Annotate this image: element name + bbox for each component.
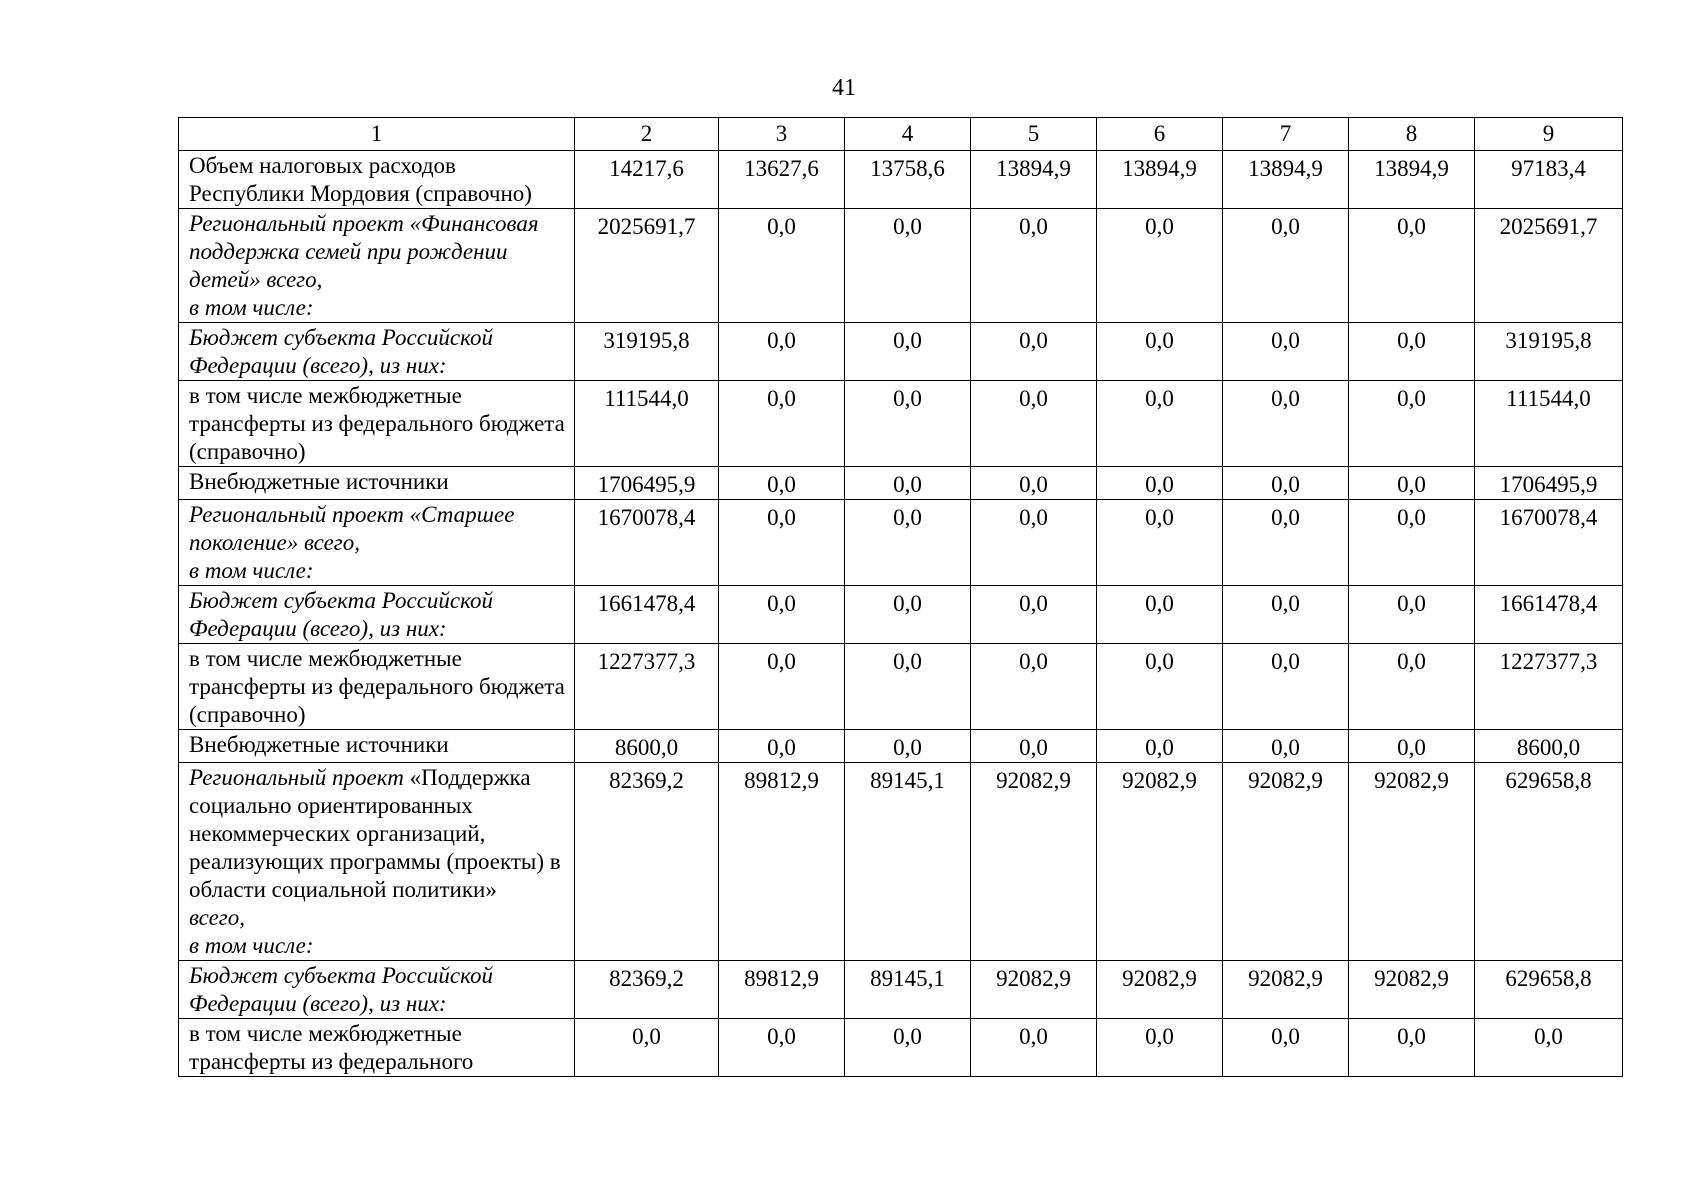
value-cell: 111544,0 <box>1475 381 1623 467</box>
value-cell: 319195,8 <box>575 323 719 381</box>
row-label-text: Региональный проект «Старшее поколение» всего, <box>189 502 515 555</box>
value-cell: 0,0 <box>1097 730 1223 763</box>
value-cell: 0,0 <box>845 381 971 467</box>
row-label <box>179 644 575 730</box>
value-cell: 0,0 <box>719 209 845 323</box>
row-label <box>179 1019 575 1077</box>
value-cell: 1670078,4 <box>1475 500 1623 586</box>
row-label-text: в том числе: <box>189 558 314 583</box>
row-label-text: Бюджет субъекта Российской Федерации (всего), из них: <box>189 963 493 1016</box>
value-cell: 0,0 <box>719 586 845 644</box>
value-cell: 0,0 <box>971 730 1097 763</box>
column-number-row <box>179 118 1623 151</box>
column-number: 8 <box>1349 118 1475 151</box>
value-cell: 0,0 <box>1097 323 1223 381</box>
value-cell: 0,0 <box>1097 381 1223 467</box>
page-number: 41 <box>832 75 856 101</box>
value-cell: 1706495,9 <box>575 467 719 500</box>
row-label-text: в том числе: <box>189 933 314 958</box>
row-label <box>179 763 575 961</box>
table-row <box>179 381 1623 467</box>
value-cell: 1706495,9 <box>1475 467 1623 500</box>
value-cell: 0,0 <box>971 381 1097 467</box>
value-cell: 0,0 <box>1097 467 1223 500</box>
value-cell: 92082,9 <box>1349 961 1475 1019</box>
value-cell: 0,0 <box>845 1019 971 1077</box>
row-label <box>179 381 575 467</box>
row-label <box>179 730 575 763</box>
table-row <box>179 961 1623 1019</box>
value-cell: 13894,9 <box>1223 151 1349 209</box>
value-cell: 13894,9 <box>1097 151 1223 209</box>
value-cell: 0,0 <box>845 500 971 586</box>
row-label-text: Внебюджетные источники <box>189 732 449 757</box>
column-number: 3 <box>719 118 845 151</box>
table-row <box>179 586 1623 644</box>
value-cell: 629658,8 <box>1475 763 1623 961</box>
value-cell: 92082,9 <box>1223 763 1349 961</box>
value-cell: 0,0 <box>1223 1019 1349 1077</box>
value-cell: 111544,0 <box>575 381 719 467</box>
row-label-text: «Поддержка социально ориентированных некоммерческих организаций, реализующих программы (проекты) в области социальной политики» <box>189 765 561 902</box>
value-cell: 0,0 <box>1223 586 1349 644</box>
value-cell: 82369,2 <box>575 961 719 1019</box>
value-cell: 0,0 <box>719 323 845 381</box>
column-number: 5 <box>971 118 1097 151</box>
value-cell: 92082,9 <box>1097 961 1223 1019</box>
table-row <box>179 467 1623 500</box>
row-label <box>179 151 575 209</box>
value-cell: 0,0 <box>1223 209 1349 323</box>
value-cell: 0,0 <box>1349 381 1475 467</box>
column-number: 6 <box>1097 118 1223 151</box>
value-cell: 0,0 <box>1223 323 1349 381</box>
value-cell: 0,0 <box>1097 586 1223 644</box>
value-cell: 0,0 <box>971 644 1097 730</box>
value-cell: 0,0 <box>719 467 845 500</box>
value-cell: 8600,0 <box>1475 730 1623 763</box>
value-cell: 0,0 <box>1223 644 1349 730</box>
row-label-text: Объем налоговых расходов Республики Мордовия (справочно) <box>189 153 532 206</box>
value-cell: 0,0 <box>1097 500 1223 586</box>
value-cell: 0,0 <box>1097 1019 1223 1077</box>
value-cell: 0,0 <box>1349 644 1475 730</box>
row-label-text: в том числе межбюджетные трансферты из федерального <box>189 1021 474 1074</box>
value-cell: 0,0 <box>1223 730 1349 763</box>
value-cell: 0,0 <box>719 644 845 730</box>
value-cell: 0,0 <box>1349 586 1475 644</box>
value-cell: 0,0 <box>971 467 1097 500</box>
table-row <box>179 209 1623 323</box>
value-cell: 97183,4 <box>1475 151 1623 209</box>
row-label <box>179 467 575 500</box>
value-cell: 0,0 <box>719 1019 845 1077</box>
value-cell: 0,0 <box>1223 381 1349 467</box>
row-label-text: в том числе межбюджетные трансферты из федерального бюджета (справочно) <box>189 646 565 727</box>
table-row <box>179 151 1623 209</box>
budget-table <box>178 117 1623 1077</box>
row-label-text: Бюджет субъекта Российской Федерации (всего), из них: <box>189 588 493 641</box>
value-cell: 0,0 <box>845 586 971 644</box>
value-cell: 1661478,4 <box>1475 586 1623 644</box>
value-cell: 2025691,7 <box>575 209 719 323</box>
value-cell: 92082,9 <box>1097 763 1223 961</box>
value-cell: 13758,6 <box>845 151 971 209</box>
row-label-text: в том числе: <box>189 295 314 320</box>
value-cell: 13894,9 <box>1349 151 1475 209</box>
value-cell: 82369,2 <box>575 763 719 961</box>
value-cell: 0,0 <box>845 323 971 381</box>
row-label-text: Региональный проект <box>189 765 410 790</box>
value-cell: 0,0 <box>719 381 845 467</box>
row-label <box>179 961 575 1019</box>
value-cell: 0,0 <box>1223 467 1349 500</box>
value-cell: 0,0 <box>1349 209 1475 323</box>
value-cell: 0,0 <box>1349 323 1475 381</box>
value-cell: 629658,8 <box>1475 961 1623 1019</box>
column-number: 9 <box>1475 118 1623 151</box>
value-cell: 0,0 <box>1097 209 1223 323</box>
value-cell: 8600,0 <box>575 730 719 763</box>
value-cell: 1661478,4 <box>575 586 719 644</box>
value-cell: 0,0 <box>1349 500 1475 586</box>
row-label <box>179 323 575 381</box>
value-cell: 13627,6 <box>719 151 845 209</box>
row-label-text: Бюджет субъекта Российской Федерации (всего), из них: <box>189 325 493 378</box>
value-cell: 0,0 <box>1349 730 1475 763</box>
value-cell: 0,0 <box>1349 467 1475 500</box>
value-cell: 0,0 <box>845 730 971 763</box>
row-label <box>179 209 575 323</box>
value-cell: 0,0 <box>971 1019 1097 1077</box>
table-row <box>179 763 1623 961</box>
value-cell: 0,0 <box>971 586 1097 644</box>
value-cell: 0,0 <box>1475 1019 1623 1077</box>
value-cell: 0,0 <box>845 467 971 500</box>
value-cell: 0,0 <box>845 644 971 730</box>
column-number: 2 <box>575 118 719 151</box>
value-cell: 0,0 <box>971 500 1097 586</box>
value-cell: 89145,1 <box>845 961 971 1019</box>
value-cell: 92082,9 <box>1349 763 1475 961</box>
column-number: 1 <box>179 118 575 151</box>
column-number: 7 <box>1223 118 1349 151</box>
value-cell: 0,0 <box>971 323 1097 381</box>
value-cell: 0,0 <box>845 209 971 323</box>
table-row <box>179 500 1623 586</box>
table-row <box>179 644 1623 730</box>
value-cell: 0,0 <box>971 209 1097 323</box>
value-cell: 14217,6 <box>575 151 719 209</box>
table-body <box>179 118 1623 1077</box>
table-row <box>179 1019 1623 1077</box>
value-cell: 1227377,3 <box>1475 644 1623 730</box>
value-cell: 0,0 <box>719 500 845 586</box>
table-row <box>179 730 1623 763</box>
value-cell: 0,0 <box>1349 1019 1475 1077</box>
row-label-text: Внебюджетные источники <box>189 469 449 494</box>
value-cell: 319195,8 <box>1475 323 1623 381</box>
value-cell: 2025691,7 <box>1475 209 1623 323</box>
value-cell: 92082,9 <box>1223 961 1349 1019</box>
value-cell: 89812,9 <box>719 961 845 1019</box>
value-cell: 0,0 <box>575 1019 719 1077</box>
row-label-text: всего, <box>189 905 246 930</box>
value-cell: 0,0 <box>719 730 845 763</box>
row-label <box>179 500 575 586</box>
table-row <box>179 323 1623 381</box>
value-cell: 1670078,4 <box>575 500 719 586</box>
value-cell: 92082,9 <box>971 961 1097 1019</box>
column-number: 4 <box>845 118 971 151</box>
row-label-text: Региональный проект «Финансовая поддержка семей при рождении детей» всего, <box>189 211 539 292</box>
value-cell: 0,0 <box>1223 500 1349 586</box>
value-cell: 1227377,3 <box>575 644 719 730</box>
value-cell: 92082,9 <box>971 763 1097 961</box>
value-cell: 89145,1 <box>845 763 971 961</box>
value-cell: 89812,9 <box>719 763 845 961</box>
row-label-text: в том числе межбюджетные трансферты из федерального бюджета (справочно) <box>189 383 565 464</box>
row-label <box>179 586 575 644</box>
value-cell: 13894,9 <box>971 151 1097 209</box>
value-cell: 0,0 <box>1097 644 1223 730</box>
